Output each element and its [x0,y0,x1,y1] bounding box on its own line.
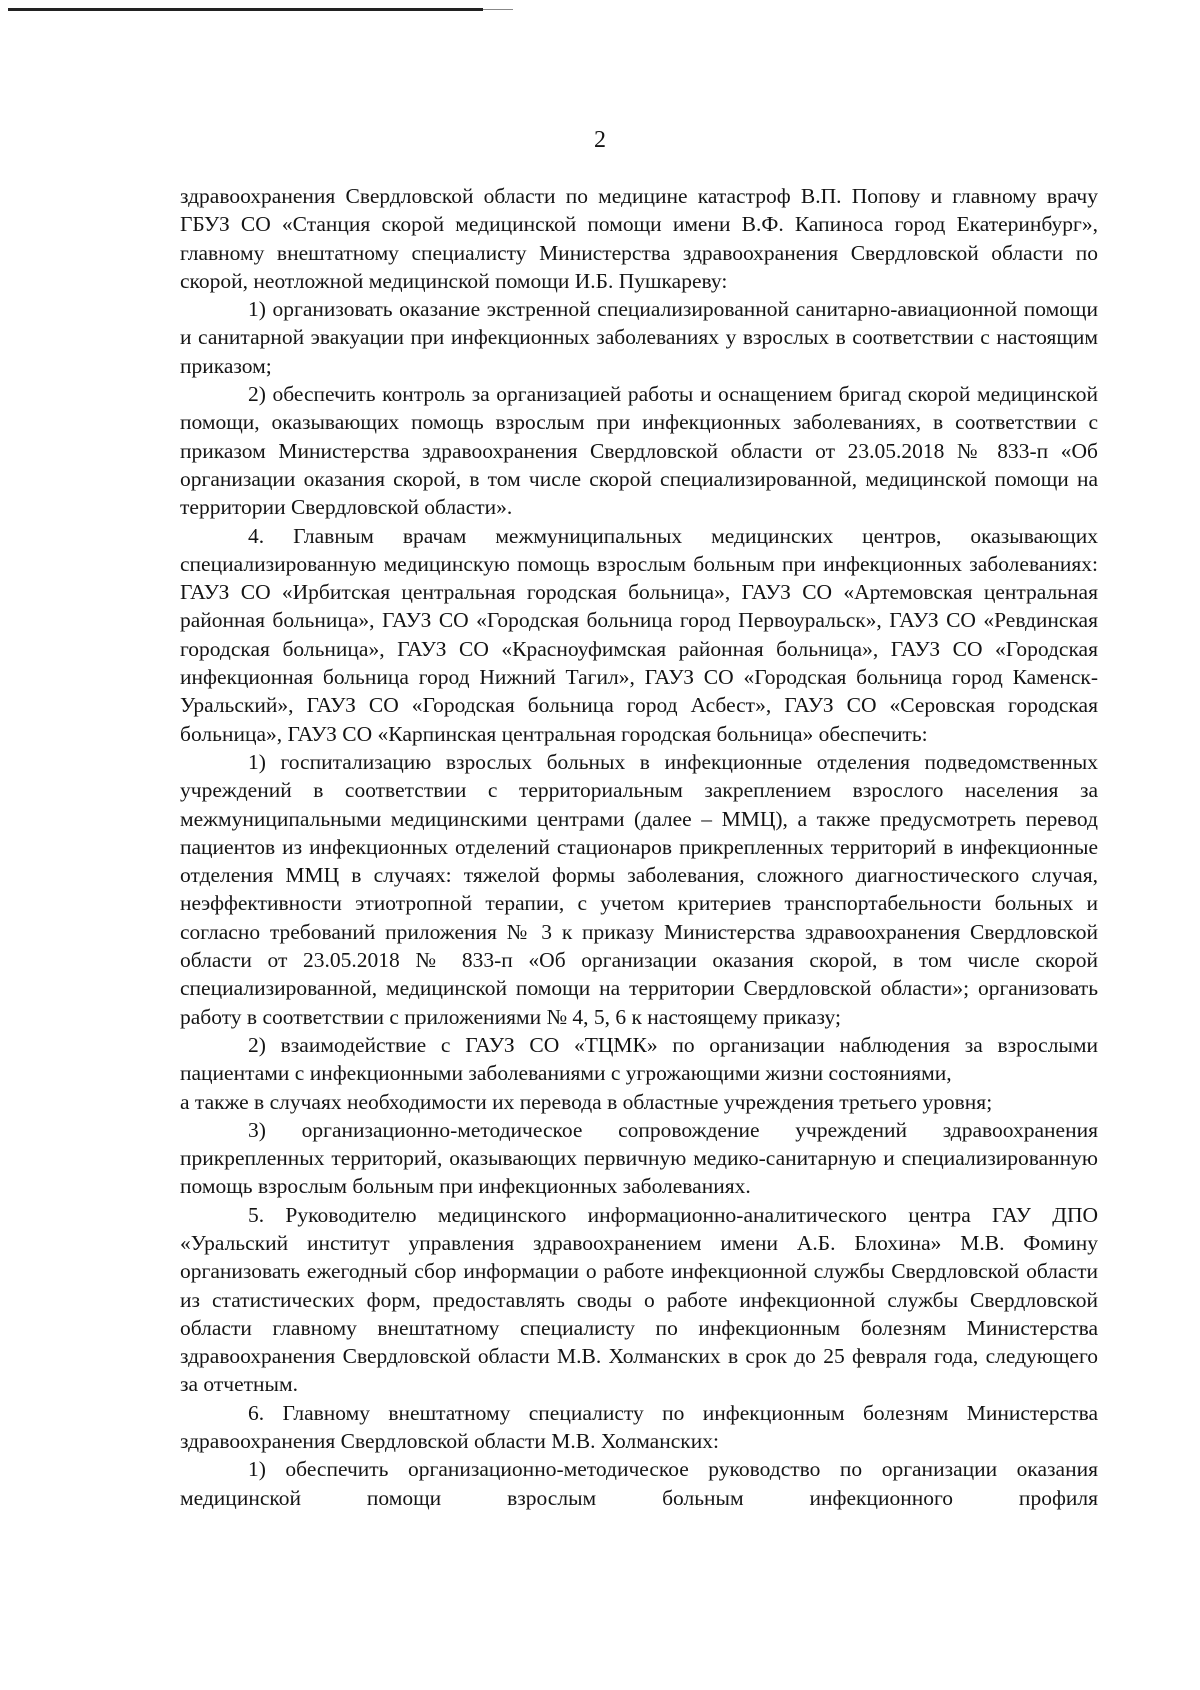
paragraph-3-1: 1) организовать оказание экстренной специализированной санитарно-авиационной помощи и санитарной эвакуации при инфекционных заболеваниях у взрослых в соответствии с настоящим приказом; [180,297,1098,378]
paragraph-4-2: 2) взаимодействие с ГАУЗ СО «ТЦМК» по организации наблюдения за взрослыми пациентами с инфекционными заболеваниями с угрожающими жизни состояниями, [180,1032,1098,1086]
paragraph-4-2-continuation: а также в случаях необходимости их перевода в областные учреждения третьего уровня; [180,1089,993,1114]
paragraph-6: 6. Главному внештатному специалисту по инфекционным болезням Министерства здравоохранения Свердловской области М.В. Холманских: [180,1400,1098,1454]
paragraph-4-1: 1) госпитализацию взрослых больных в инфекционные отделения подведомственных учреждений в соответствии с территориальным закреплением взрослого населения за межмуниципальными медицинскими центрами (далее – ММЦ), а также предусмотреть перевод пациентов из инфекционных отделений стационаров прикрепленных территорий в инфекционные отделения ММЦ в случаях: тяжелой формы заболевания, сложного диагностического случая, неэффективности этиотропной терапии, с учетом критериев транспортабельности больных и согласно требований приложения № 3 к приказу Министерства здравоохранения Свердловской области от 23.05.2018 № 833-п «Об организации оказания скорой, в том числе скорой специализированной, медицинской помощи на территории Свердловской области»; организовать работу в соответствии с приложениями № 4, 5, 6 к настоящему приказу; [180,749,1098,1029]
page-number: 2 [594,127,606,153]
paragraph-intro: здравоохранения Свердловской области по медицине катастроф В.П. Попову и главному врачу ГБУЗ СО «Станция скорой медицинской помощи имени В.Ф. Капиноса город Екатеринбург», главному внештатному специалисту Министерства здравоохранения Свердловской области по скорой, неотложной медицинской помощи И.Б. Пушкареву: [180,184,1098,293]
paragraph-4: 4. Главным врачам межмуниципальных медицинских центров, оказывающих специализированную медицинскую помощь взрослым больным при инфекционных заболеваниях: ГАУЗ СО «Ирбитская центральная городская больница», ГАУЗ СО «Артемовская центральная районная больница», ГАУЗ СО «Городская больница город Первоуральск», ГАУЗ СО «Ревдинская городская больница», ГАУЗ СО «Красноуфимская районная больница», ГАУЗ СО «Городская инфекционная больница город Нижний Тагил», ГАУЗ СО «Городская больница город Каменск-Уральский», ГАУЗ СО «Городская больница город Асбест», ГАУЗ СО «Серовская городская больница», ГАУЗ СО «Карпинская центральная городская больница» обеспечить: [180,523,1098,746]
paragraph-3-2: 2) обеспечить контроль за организацией работы и оснащением бригад скорой медицинской помощи, оказывающих помощь взрослым при инфекционных заболеваниях, в соответствии с приказом Министерства здравоохранения Свердловской области от 23.05.2018 № 833-п «Об организации оказания скорой, в том числе скорой специализированной, медицинской помощи на территории Свердловской области». [180,382,1098,520]
paragraph-4-3: 3) организационно-методическое сопровождение учреждений здравоохранения прикрепленных территорий, оказывающих первичную медико-санитарную и специализированную помощь взрослым больным при инфекционных заболеваниях. [180,1117,1098,1199]
paragraph-6-1: 1) обеспечить организационно-методическое руководство по организации оказания медицинской помощи взрослым больным инфекционного профиля [180,1457,1098,1510]
document-body [180,182,1098,1512]
paragraph-5: 5. Руководителю медицинского информационно-аналитического центра ГАУ ДПО «Уральский институт управления здравоохранением имени А.Б. Блохина» М.В. Фомину организовать ежегодный сбор информации о работе инфекционной службы Свердловской области из статистических форм, предоставлять своды о работе инфекционной службы Свердловской области главному внештатному специалисту по инфекционным болезням Министерства здравоохранения Свердловской области М.В. Холманских в срок до 25 февраля года, следующего за отчетным. [180,1202,1098,1397]
top-rule-fade [483,9,513,10]
top-rule [8,8,483,11]
